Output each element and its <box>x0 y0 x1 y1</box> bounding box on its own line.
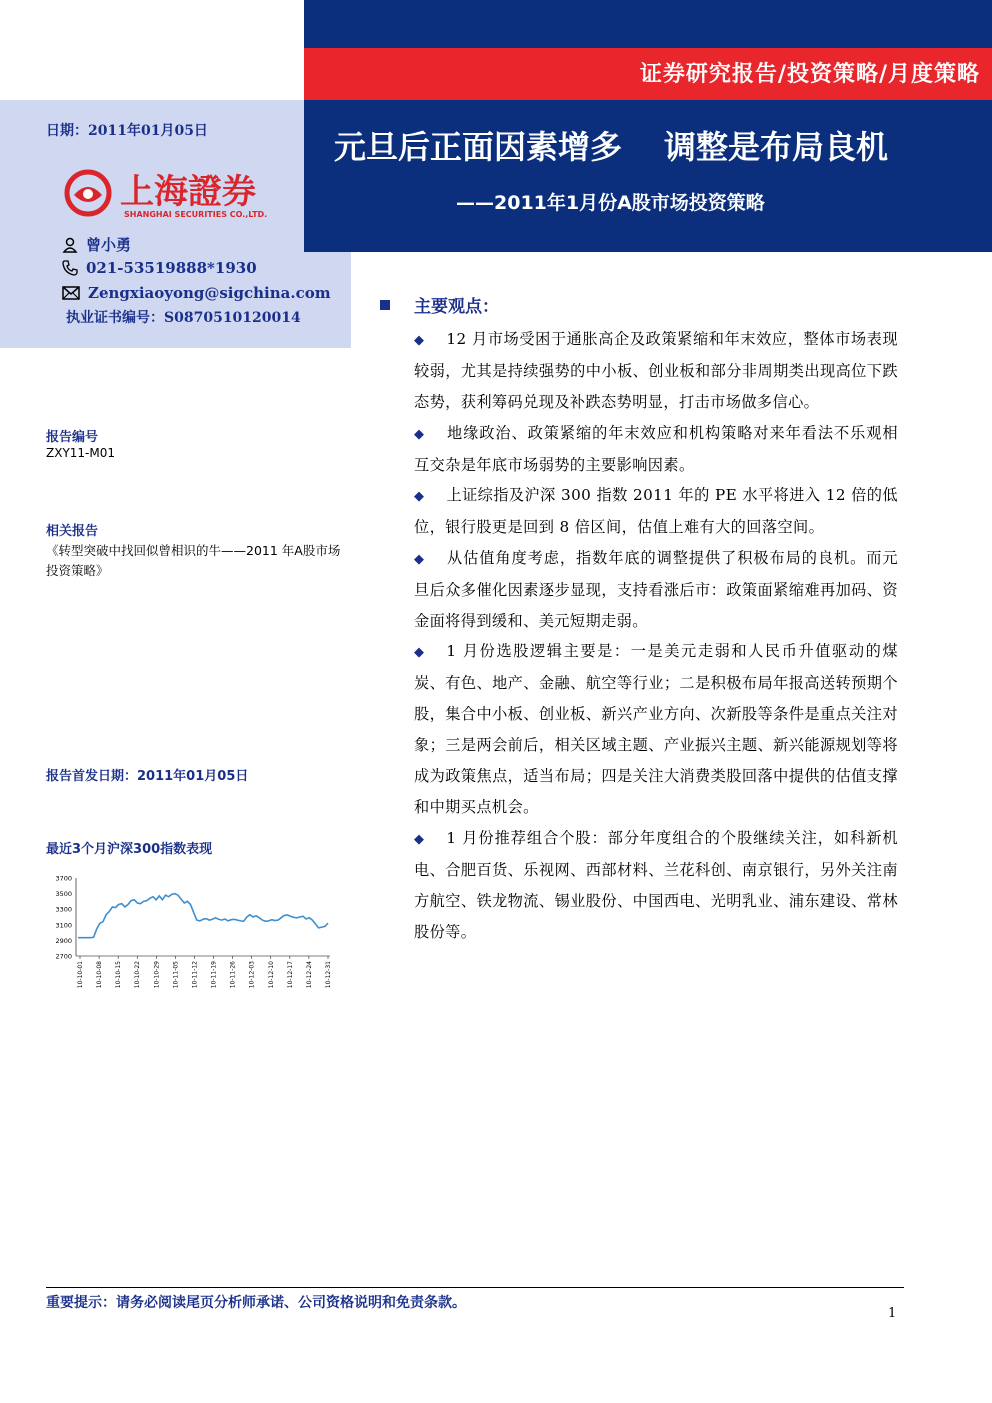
list-item: ◆ 上证综指及沪深 300 指数 2011 年的 PE 水平将进入 12 倍的低位，银行股更是回到 8 倍区间，估值上难有大的回落空间。 <box>414 480 898 543</box>
x-tick-label: 10-10-29 <box>153 961 161 989</box>
footer-notice: 重要提示：请务必阅读尾页分析师承诺、公司资格说明和免责条款。 <box>46 1295 466 1311</box>
x-tick-label: 10-12-17 <box>286 961 294 989</box>
report-title-part1: 元旦后正面因素增多 <box>334 128 623 166</box>
report-title-part2: 调整是布局良机 <box>664 128 889 166</box>
x-tick-label: 10-12-24 <box>305 961 313 989</box>
main-points-heading <box>380 292 499 317</box>
person-icon <box>62 237 78 253</box>
x-tick-label: 10-12-03 <box>248 961 256 989</box>
report-subtitle: ——2011年1月份A股市场投资策略 <box>456 192 765 214</box>
related-report-link[interactable]: 《转型突破中找回似曾相识的牛——2011 年A股市场投资策略》 <box>46 543 341 578</box>
logo-emblem-icon <box>62 165 302 225</box>
x-tick-label: 10-11-05 <box>172 961 180 989</box>
release-date: 报告首发日期：2011年01月05日 <box>46 769 249 784</box>
x-tick-label: 10-10-01 <box>77 961 84 989</box>
x-tick-label: 10-11-19 <box>210 961 218 989</box>
report-date: 日期：2011年01月05日 <box>46 123 208 139</box>
analyst-email[interactable]: Zengxiaoyong@sigchina.com <box>88 284 331 302</box>
analyst-name-row <box>62 234 131 255</box>
phone-icon <box>62 260 78 276</box>
index-line-chart <box>40 866 340 996</box>
diamond-bullet-icon: ◆ <box>414 832 425 848</box>
diamond-bullet-icon: ◆ <box>414 551 425 567</box>
y-tick-label: 3300 <box>55 905 72 914</box>
diamond-bullet-icon: ◆ <box>414 489 425 505</box>
header-title-band <box>304 100 992 252</box>
list-item: ◆ 地缘政治、政策紧缩的年末效应和机构策略对来年看法不乐观相互交杂是年底市场弱势的主要影响因素。 <box>414 418 898 481</box>
diamond-bullet-icon: ◆ <box>414 333 425 348</box>
chart-series-line <box>78 894 328 938</box>
main-points-list <box>414 324 898 948</box>
analyst-phone-row <box>62 259 257 277</box>
x-tick-label: 10-11-26 <box>229 961 237 989</box>
x-tick-label: 10-12-31 <box>325 961 332 989</box>
x-tick-label: 10-11-12 <box>191 961 199 989</box>
list-item: ◆ 1 月份推荐组合个股：部分年度组合的个股继续关注，如科新机电、合肥百货、乐视网、西部材料、兰花科创、南京银行，另外关注南方航空、铁龙物流、锡业股份、中国西电、光明乳业、浦东建设、常林股份等。 <box>414 823 898 948</box>
email-icon <box>62 286 80 300</box>
logo-cn-text: 上海證券 <box>120 172 256 212</box>
company-logo <box>62 165 302 225</box>
x-tick-label: 10-12-10 <box>267 961 275 989</box>
chart-title: 最近3个月沪深300指数表现 <box>46 842 213 857</box>
x-tick-label: 10-10-15 <box>115 961 123 989</box>
page-number: 1 <box>888 1306 897 1321</box>
list-item: ◆ 从估值角度考虑，指数年底的调整提供了积极布局的良机。而元旦后众多催化因素逐步显现，支持看涨后市：政策面紧缩难再加码、资金面将得到缓和、美元短期走弱。 <box>414 543 898 637</box>
list-item: ◆ 1 月份选股逻辑主要是：一是美元走弱和人民币升值驱动的煤炭、有色、地产、金融、航空等行业；二是积极布局年报高送转预期个股，集合中小板、创业板、新兴产业方向、次新股等条件是重点关注对象；三是两会前后，相关区域主题、产业振兴主题、新兴能源规划等将成为政策焦点，适当布局；四是关注大消费类股回落中提供的估值支撑和中期买点机会。 <box>414 636 898 823</box>
main-points-heading-text: 主要观点： <box>414 297 499 317</box>
header-top-band <box>304 0 992 48</box>
report-number-label: 报告编号 <box>46 430 99 445</box>
report-number: ZXY11-M01 <box>46 446 115 460</box>
diamond-bullet-icon: ◆ <box>414 426 425 442</box>
y-tick-label: 3700 <box>55 874 72 883</box>
certificate-number: 执业证书编号：S0870510120014 <box>66 310 301 326</box>
list-item: ◆ 12 月市场受困于通胀高企及政策紧缩和年末效应，整体市场表现较弱，尤其是持续强势的中小板、创业板和部分非周期类出现高位下跌态势，获利筹码兑现及补跌态势明显，打击市场做多信心。 <box>414 324 898 418</box>
analyst-email-row[interactable] <box>62 284 331 302</box>
footer-divider <box>46 1287 904 1288</box>
y-tick-label: 2700 <box>55 952 72 961</box>
y-tick-label: 3500 <box>55 890 72 899</box>
y-tick-label: 3100 <box>55 921 72 930</box>
chart-y-ticks <box>55 875 72 961</box>
analyst-name: 曾小勇 <box>86 236 132 254</box>
analyst-phone: 021-53519888*1930 <box>86 259 257 277</box>
logo-en-text: SHANGHAI SECURITIES CO.,LTD. <box>124 210 268 219</box>
diamond-bullet-icon: ◆ <box>414 645 425 661</box>
x-tick-label: 10-10-22 <box>134 961 142 989</box>
report-title <box>334 122 888 168</box>
header-category-band <box>304 48 992 100</box>
y-tick-label: 2900 <box>55 936 72 945</box>
chart-x-ticks <box>77 956 332 988</box>
related-reports-label: 相关报告 <box>46 524 99 539</box>
x-tick-label: 10-10-08 <box>96 961 104 989</box>
report-category: 证券研究报告/投资策略/月度策略 <box>639 61 980 87</box>
square-bullet-icon <box>380 300 390 310</box>
